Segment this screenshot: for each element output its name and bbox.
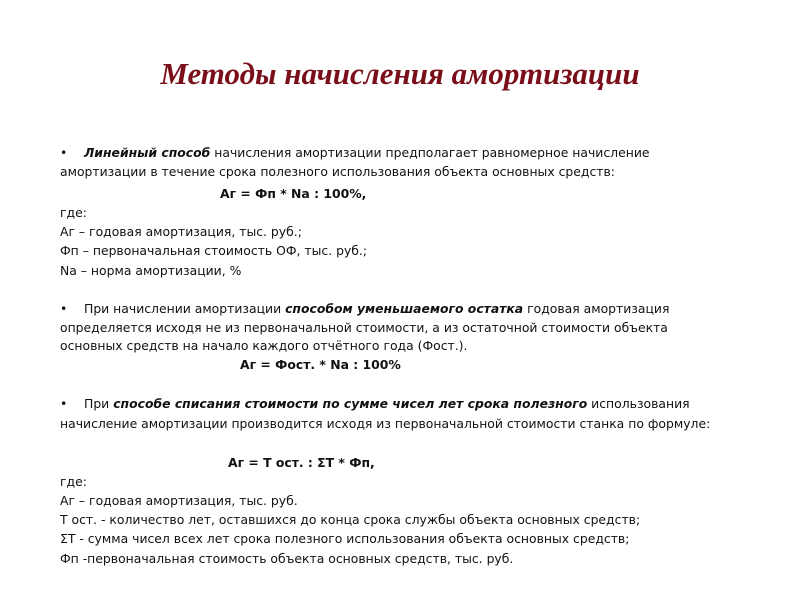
sum-of-years-definition-fp: Фп -первоначальная стоимость объекта основных средств, тыс. руб. — [60, 551, 514, 566]
bullet-icon: • — [60, 301, 68, 316]
slide-title: Методы начисления амортизации — [160, 56, 640, 91]
sum-of-years-definition-ag: Аг – годовая амортизация, тыс. руб. — [60, 493, 298, 508]
declining-method-paragraph-line-3: основных средств на начало каждого отчётного года (Фост.). — [60, 338, 468, 353]
declining-method-paragraph-line-2: определяется исходя не из первоначальной стоимости, а из остаточной стоимости объекта — [60, 320, 668, 335]
bullet-icon: • — [60, 396, 68, 411]
linear-method-definition-ag: Аг – годовая амортизация, тыс. руб.; — [60, 224, 302, 239]
sum-of-years-term: способе списания стоимости по сумме чисел лет срока полезного — [113, 396, 588, 411]
linear-method-definition-fp: Фп – первоначальная стоимость ОФ, тыс. руб.; — [60, 243, 368, 258]
linear-method-formula: Аг = Фп * Na : 100%, — [220, 186, 367, 201]
linear-method-term: Линейный способ — [84, 145, 211, 160]
sum-of-years-formula: Аг = Т ост. : ΣТ * Фп, — [228, 455, 375, 470]
sum-of-years-definition-sigma-t: ΣТ - сумма чисел всех лет срока полезного использования объекта основных средств; — [60, 531, 630, 546]
linear-method-lead-text: начисления амортизации предполагает равномерное начисление — [210, 145, 650, 160]
declining-method-term: способом уменьшаемого остатка — [285, 301, 524, 316]
declining-method-paragraph-line-1 — [60, 301, 669, 317]
sum-of-years-lead-rest: использования — [587, 396, 690, 411]
declining-method-lead-pre: При начислении амортизации — [84, 301, 286, 316]
declining-method-formula: Аг = Фост. * Na : 100% — [240, 357, 401, 372]
linear-method-paragraph-line-2: амортизации в течение срока полезного использования объекта основных средств: — [60, 164, 615, 179]
declining-method-lead-rest: годовая амортизация — [523, 301, 670, 316]
sum-of-years-where: где: — [60, 474, 87, 489]
sum-of-years-paragraph-line-2: начисление амортизации производится исходя из первоначальной стоимости станка по формуле: — [60, 416, 711, 431]
linear-method-definition-na: Na – норма амортизации, % — [60, 263, 242, 278]
sum-of-years-lead-pre: При — [84, 396, 114, 411]
sum-of-years-paragraph-line-1 — [60, 396, 690, 412]
bullet-icon: • — [60, 145, 68, 160]
sum-of-years-definition-tost: Т ост. - количество лет, оставшихся до конца срока службы объекта основных средств; — [60, 512, 641, 527]
linear-method-paragraph-line-1 — [60, 145, 650, 161]
linear-method-where: где: — [60, 205, 87, 220]
